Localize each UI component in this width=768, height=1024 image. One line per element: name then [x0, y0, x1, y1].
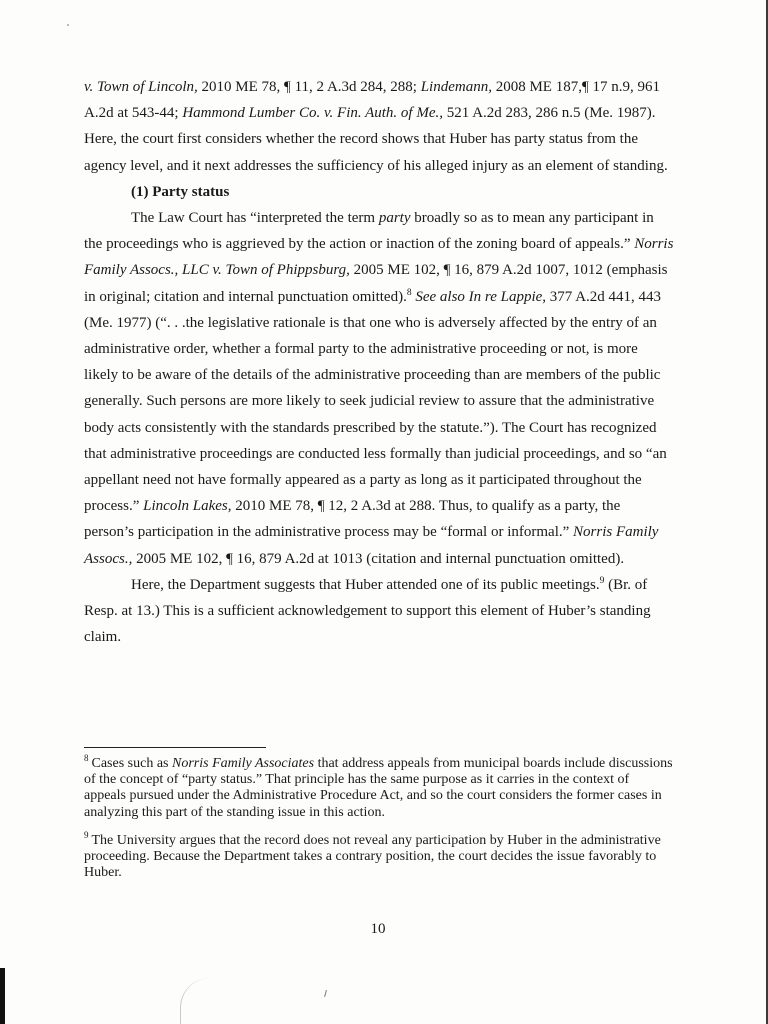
footnote-divider — [84, 747, 266, 748]
scan-artifact-mark — [324, 990, 327, 997]
footnote-mark-8: 8 — [84, 753, 89, 764]
footnote-8: $^8$ Cases such as Norris Family Associates that address appeals from municipal boards include discussions of the concept of “party status.” That principle has the same purpose as it carries in the context of appeals pursued under the Administrative Procedure Act, and so the court considers the former cases in analyzing this part of the standing issue in this action. — [84, 753, 673, 820]
section-heading: (1) Party status — [131, 183, 230, 200]
paragraph-1: v. Town of Lincoln, 2010 ME 78, ¶ 11, 2 A.3d 284, 288; Lindemann, 2008 ME 187,¶ 17 n.9, 961 A.2d at 543-44; Hammond Lumber Co. v. Fin. Auth. of Me., 521 A.2d 283, 286 n.5 (Me. 1987). Here, the court first considers whether the record shows that Huber has party status from the agency level, and it next addresses the sufficiency of his alleged injury as an element of standing. — [84, 79, 668, 174]
page-number: 10 — [370, 921, 386, 937]
scan-edge-left — [0, 968, 5, 1024]
footnotes — [84, 753, 674, 893]
footnote-9: $^9$ The University argues that the record does not reveal any participation by Huber in the administrative proceeding. Because the Department takes a contrary position, the court decides the issue favorably to Huber. — [84, 830, 661, 881]
scan-artifact-arc — [180, 978, 211, 1024]
footnote-ref-9[interactable]: 9 — [599, 575, 605, 586]
footnote-mark-9: 9 — [84, 830, 89, 841]
body-text — [84, 74, 674, 650]
paragraph-2: The Law Court has “interpreted the term party broadly so as to mean any participant in the proceedings who is aggrieved by the action or inaction of the zoning board of appeals.” Norris Family Assocs., LLC v. Town of Phippsburg, 2005 ME 102, ¶ 16, 879 A.2d 1007, 1012 (emphasis in original; citation and internal punctuation omitted).$^8$ See also In re Lappie, 377 A.2d 441, 443 (Me. 1977) (“. . .the legislative rationale is that one who is adversely affected by the entry of an administrative order, whether a formal party to the administrative proceeding or not, is more likely to be aware of the details of the administrative proceeding than are members of the public generally. Such persons are more likely to seek judicial review to assure that the administrative body acts consistently with the standards prescribed by the statute.”). The Court has recognized that administrative proceedings are conducted less formally than judicial proceedings, and so “an appellant need not have formally appeared as a party as long as it participated throughout the process.” Lincoln Lakes, 2010 ME 78, ¶ 12, 2 A.3d at 288. Thus, to qualify as a party, the person’s participation in the administrative process may be “formal or informal.” Norris Family Assocs., 2005 ME 102, ¶ 16, 879 A.2d at 1013 (citation and internal punctuation omitted). — [84, 210, 674, 567]
footnote-ref-8[interactable]: 8 — [406, 287, 412, 298]
paragraph-3: Here, the Department suggests that Huber attended one of its public meetings.$^9$ (Br. of Resp. at 13.) This is a sufficient acknowledgement to support this element of Huber’s standing claim. — [84, 575, 651, 646]
scan-artifact-dot — [67, 24, 69, 26]
